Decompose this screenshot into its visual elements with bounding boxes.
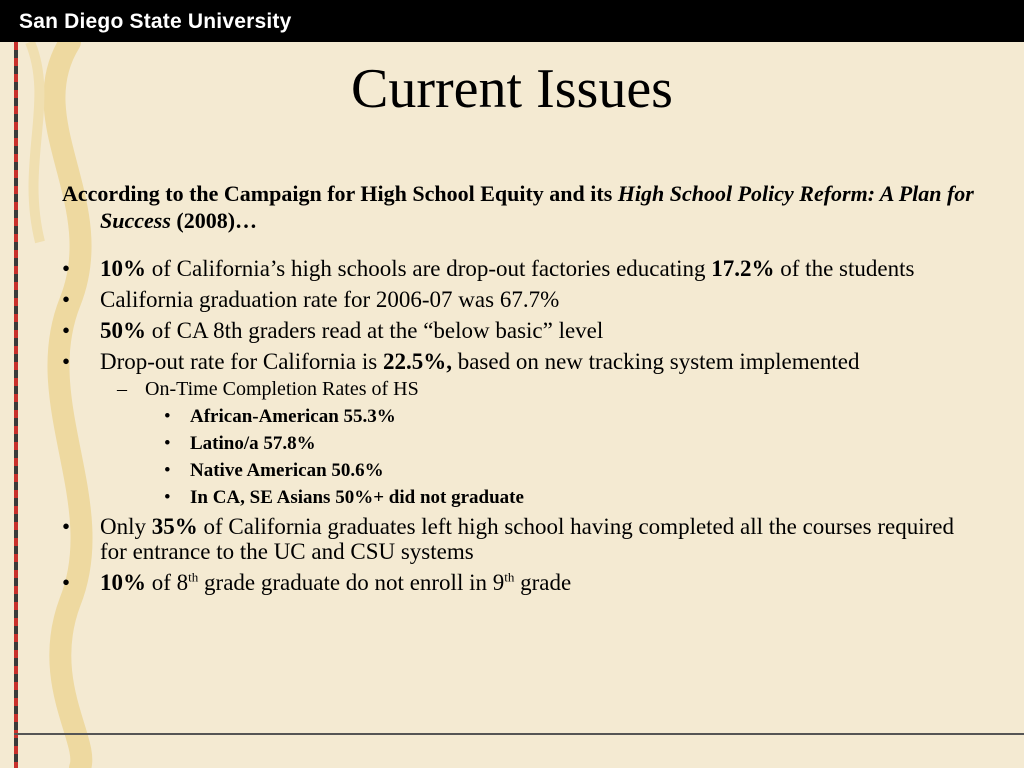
- bullet-icon: •: [62, 318, 71, 343]
- list-item: • 10% of California’s high schools are drop-out factories educating 17.2% of the students: [62, 256, 915, 281]
- footer-divider: [14, 733, 1024, 735]
- sub-sub-list-item: • Latino/a 57.8%: [164, 433, 316, 454]
- list-item: • Drop-out rate for California is 22.5%, based on new tracking system implemented: [62, 349, 860, 374]
- intro-paragraph: According to the Campaign for High School Equity and its High School Policy Reform: A Plan for Success (2008)…: [62, 181, 974, 233]
- sub-sub-list-item: • In CA, SE Asians 50%+ did not graduate: [164, 487, 524, 508]
- bullet-icon: •: [164, 406, 171, 427]
- list-item: • California graduation rate for 2006-07 was 67.7%: [62, 287, 560, 312]
- list-item: • 50% of CA 8th graders read at the “below basic” level: [62, 318, 604, 343]
- left-border-stripe: [14, 42, 18, 768]
- bullet-icon: •: [62, 287, 71, 312]
- bullet-icon: •: [62, 570, 71, 595]
- bullet-icon: •: [164, 433, 171, 454]
- university-name: San Diego State University: [19, 10, 292, 33]
- dash-icon: –: [117, 378, 127, 400]
- sub-list-item: – On-Time Completion Rates of HS: [117, 378, 419, 400]
- header-bar: [0, 0, 1024, 42]
- list-item: • Only 35% of California graduates left high school having completed all the courses required for entrance to the UC and CSU systems: [62, 514, 954, 564]
- bullet-icon: •: [62, 349, 71, 374]
- bullet-icon: •: [164, 460, 171, 481]
- list-item: • 10% of 8th grade graduate do not enroll in 9th grade: [62, 569, 572, 595]
- bullet-icon: •: [164, 487, 171, 508]
- slide-title: Current Issues: [351, 58, 673, 120]
- sub-sub-list-item: • African-American 55.3%: [164, 406, 396, 427]
- bullet-list: [62, 256, 982, 595]
- sub-sub-list-item: • Native American 50.6%: [164, 460, 384, 481]
- bullet-icon: •: [62, 256, 71, 281]
- slide-body: [62, 180, 982, 601]
- bullet-icon: •: [62, 514, 71, 539]
